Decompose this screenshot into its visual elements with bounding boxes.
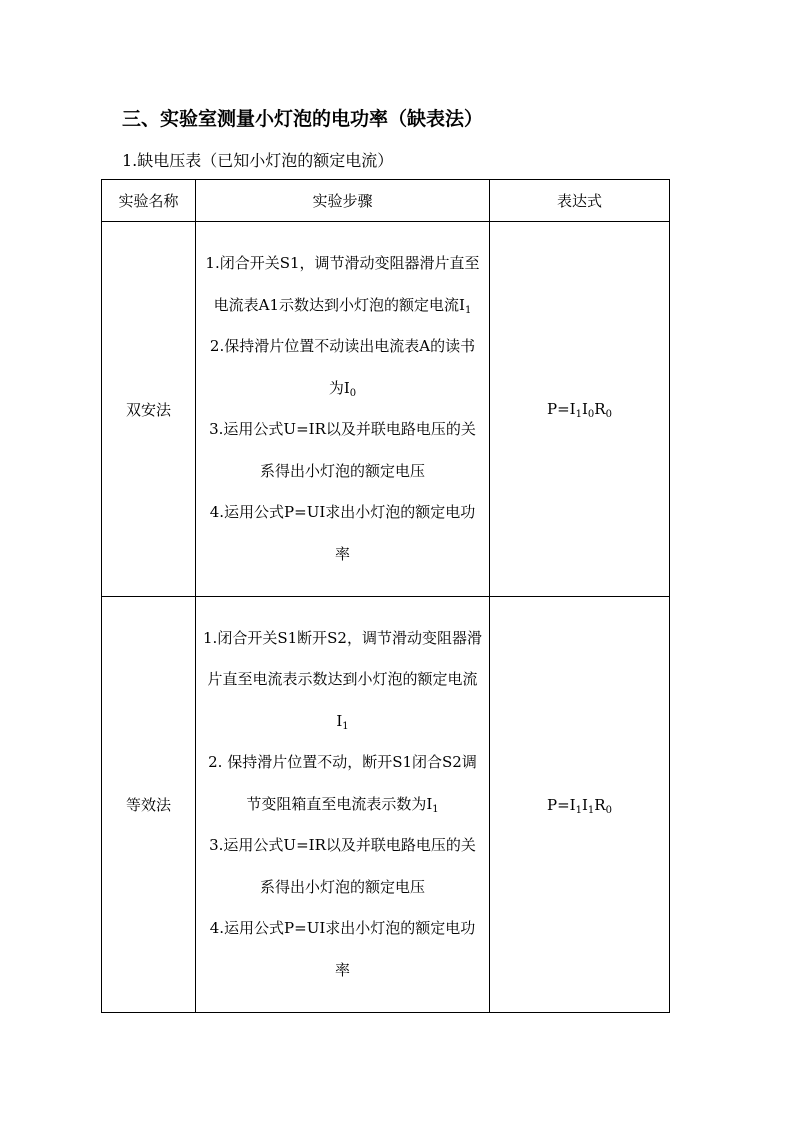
step-item: 1.闭合开关S1，调节滑动变阻器滑片直至电流表A1示数达到小灯泡的额定电流$I_1$: [205, 254, 480, 316]
subsection-heading: 1.缺电压表（已知小灯泡的额定电流）: [122, 151, 394, 170]
steps-cell: [196, 597, 490, 1013]
header-experiment-name: 实验名称: [102, 180, 196, 222]
table-row: [102, 222, 670, 597]
table-header-row: [102, 180, 670, 222]
step-item: 4.运用公式P=UI求出小灯泡的额定电功率: [209, 919, 476, 979]
experiment-name-cell: 双安法: [102, 222, 196, 597]
header-experiment-steps: 实验步骤: [196, 180, 490, 222]
expression-cell: $P=I_1I_0R_0$: [490, 222, 670, 597]
section-heading: 三、实验室测量小灯泡的电功率（缺表法）: [122, 108, 484, 130]
step-item: 3.运用公式U=IR以及并联电路电压的关系得出小灯泡的额定电压: [209, 836, 476, 896]
experiment-name-cell: 等效法: [102, 597, 196, 1013]
experiment-table: [101, 179, 670, 1013]
steps-cell: [196, 222, 490, 597]
step-item: 2.保持滑片位置不动读出电流表A的读书为$I_0$: [209, 337, 476, 399]
table-row: [102, 597, 670, 1013]
step-item: 4.运用公式P=UI求出小灯泡的额定电功率: [209, 503, 476, 563]
step-item: 1.闭合开关S1断开S2，调节滑动变阻器滑片直至电流表示数达到小灯泡的额定电流$I_1$: [203, 628, 482, 732]
expression-cell: $P=I_1I_1R_0$: [490, 597, 670, 1013]
step-item: 3.运用公式U=IR以及并联电路电压的关系得出小灯泡的额定电压: [209, 420, 476, 480]
header-expression: 表达式: [490, 180, 670, 222]
step-item: 2. 保持滑片位置不动，断开S1闭合S2调节变阻箱直至电流表示数为$I_1$: [208, 753, 477, 815]
